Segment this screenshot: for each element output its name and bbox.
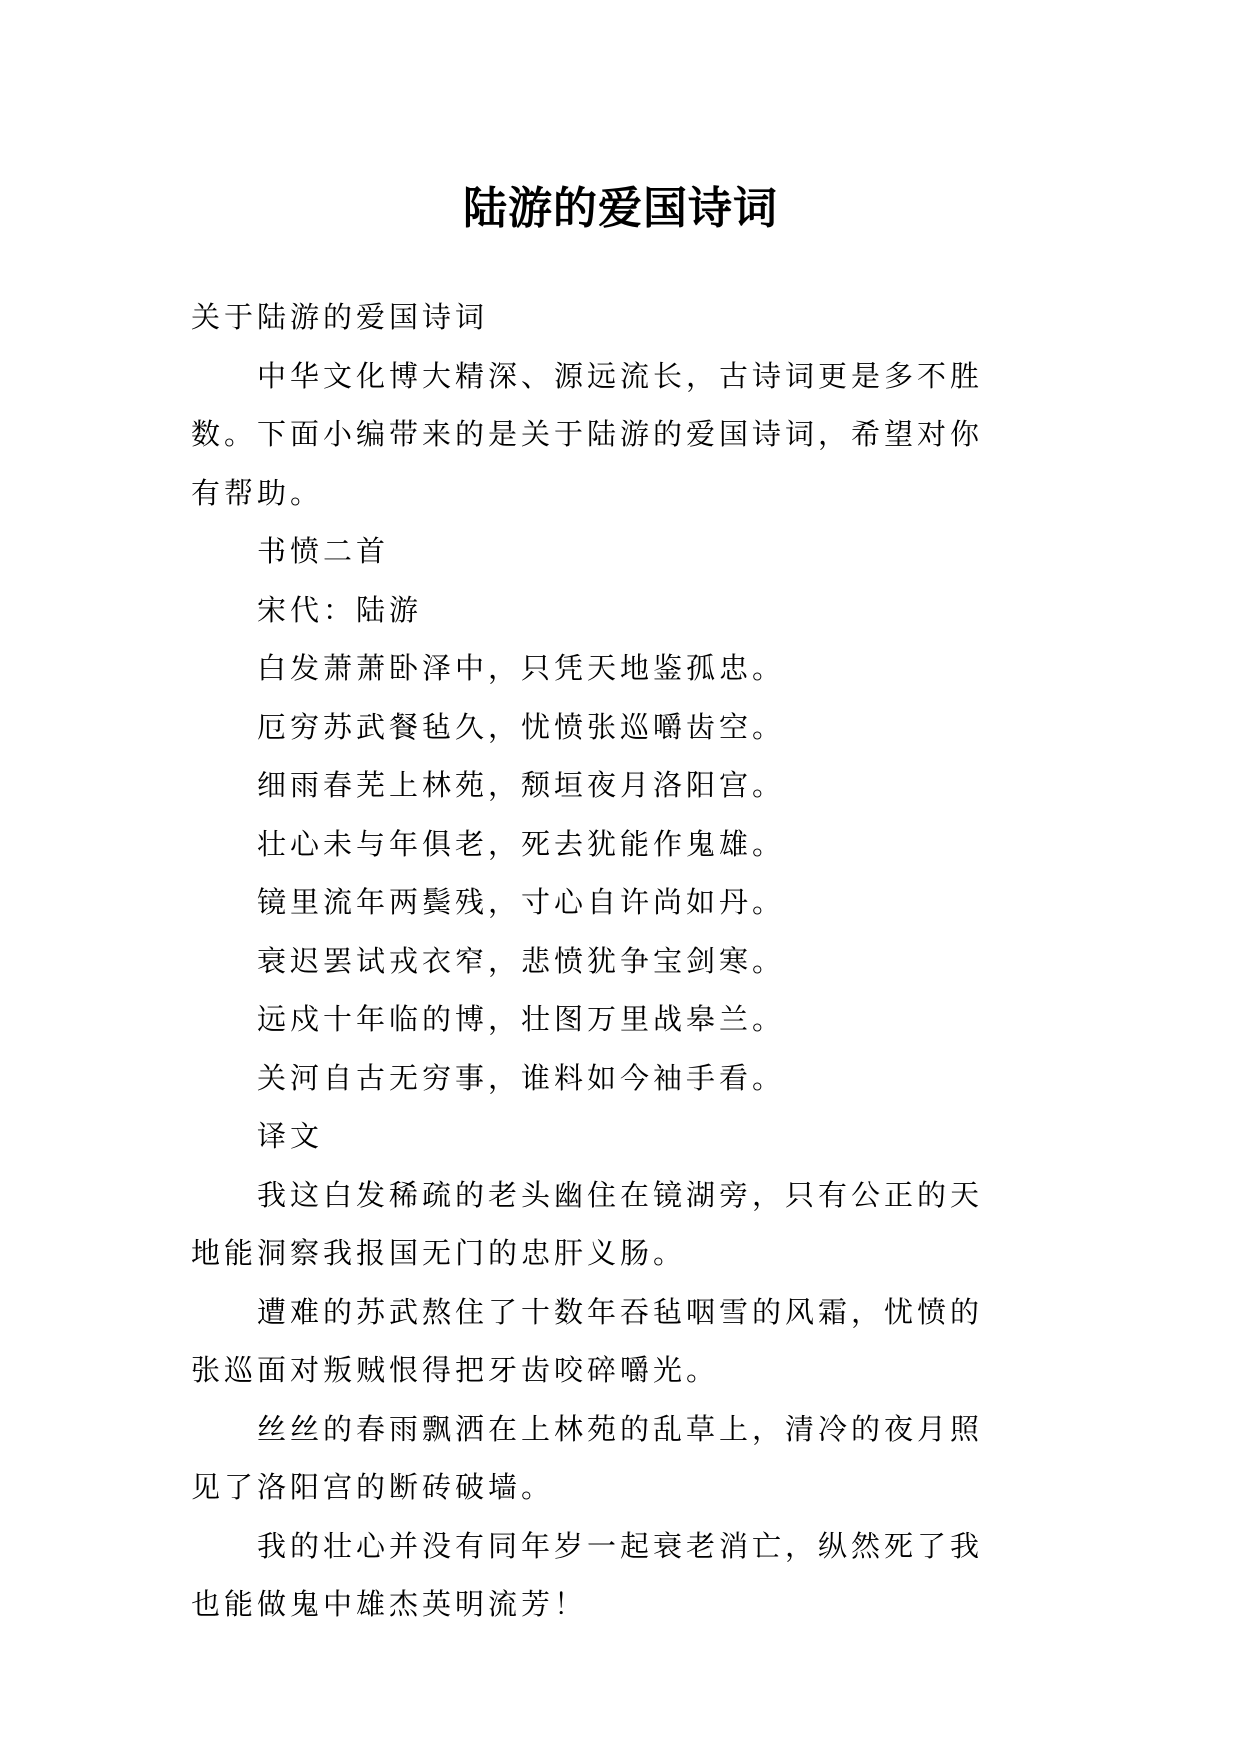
- poem-line: 镜里流年两鬓残，寸心自许尚如丹。: [257, 885, 786, 919]
- translation-paragraph: 我的壮心并没有同年岁一起衰老消亡，纵然死了我也能做鬼中雄杰英明流芳！: [191, 1528, 984, 1621]
- poem-author: 宋代：陆游: [257, 592, 423, 627]
- document-title: 陆游的爱国诗词: [463, 183, 778, 235]
- document-body: [191, 288, 1081, 1634]
- poem-title: 书愤二首: [257, 534, 390, 568]
- poem-line: 白发萧萧卧泽中，只凭天地鉴孤忠。: [257, 651, 786, 685]
- paragraph-subtitle: 关于陆游的爱国诗词: [191, 300, 489, 334]
- poem-line: 壮心未与年俱老，死去犹能作鬼雄。: [257, 826, 786, 861]
- paragraph-intro: 中华文化博大精深、源远流长，古诗词更是多不胜数。下面小编带来的是关于陆游的爱国诗词，希望对你有帮助。: [191, 358, 984, 510]
- poem-line: 远戍十年临的博，壮图万里战皋兰。: [257, 1002, 786, 1036]
- poem-line: 厄穷苏武餐毡久，忧愤张巡嚼齿空。: [257, 709, 786, 744]
- translation-paragraph: 丝丝的春雨飘洒在上林苑的乱草上，清冷的夜月照见了洛阳宫的断砖破墙。: [191, 1411, 984, 1504]
- translation-heading: 译文: [257, 1119, 324, 1153]
- translation-paragraph: 遭难的苏武熬住了十数年吞毡咽雪的风霜，忧愤的张巡面对叛贼恨得把牙齿咬碎嚼光。: [191, 1294, 984, 1387]
- translation-paragraph: 我这白发稀疏的老头幽住在镜湖旁，只有公正的天地能洞察我报国无门的忠肝义肠。: [191, 1177, 984, 1270]
- poem-line: 衰迟罢试戎衣窄，悲愤犹争宝剑寒。: [257, 943, 786, 978]
- poem-line: 细雨春芜上林苑，颓垣夜月洛阳宫。: [257, 768, 786, 802]
- poem-line: 关河自古无穷事，谁料如今袖手看。: [257, 1060, 786, 1095]
